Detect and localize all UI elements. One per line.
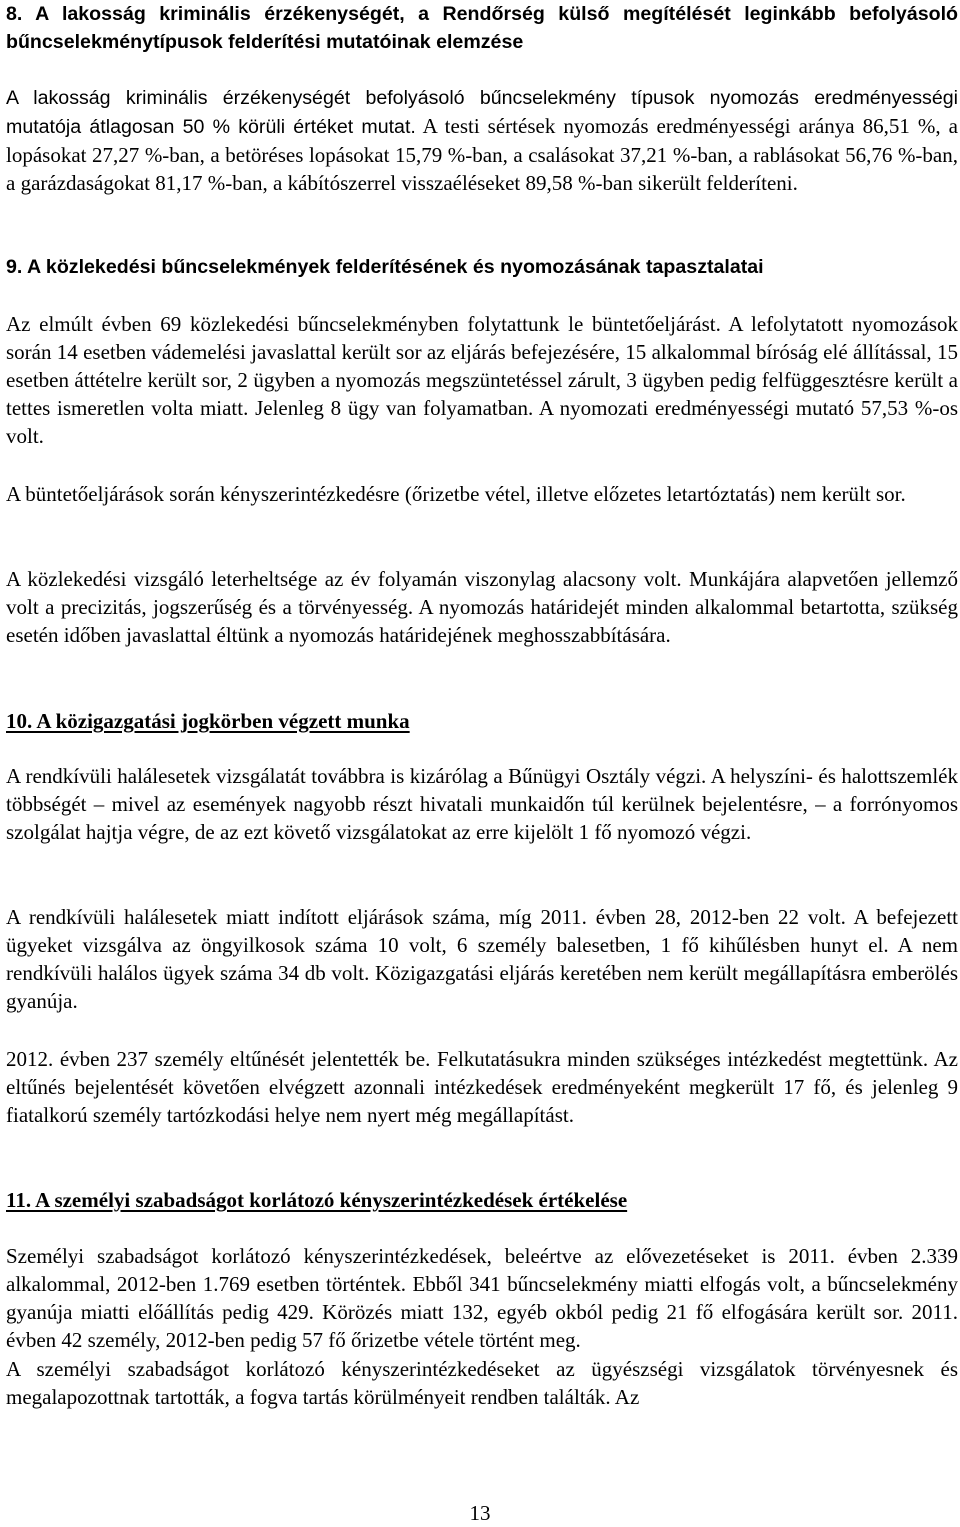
section-9-paragraph-2: A büntetőeljárások során kényszerintézkedésre (őrizetbe vétel, illetve előzetes letartóztatás) nem került sor. bbox=[6, 482, 906, 506]
section-10-paragraph-2: A rendkívüli halálesetek miatt indított eljárások száma, míg 2011. évben 28, 2012-ben 22 volt. A befejezett ügyeket vizsgálva az öngyilkosok száma 10 volt, 6 személy balesetben, 1 fő kihűlésben hunyt el. A nem rendkívüli halálos ügyek száma 34 db volt. Közigazgatási eljárás keretében nem került megállapításra emberölés gyanúja. bbox=[6, 905, 958, 1013]
section-8-paragraph-intro: A lakosság kriminális érzékenységét befolyásoló bűncselekmény típusok nyomozás eredményességi mutatója átlagosan 50 % körüli értéket mutat. bbox=[6, 87, 958, 138]
section-9-paragraph-3: A közlekedési vizsgáló leterheltsége az év folyamán viszonylag alacsony volt. Munkájára alapvetően jellemző volt a precizitás, jogszerűség és a törvényesség. A nyomozás határidejét minden alkalommal betartotta, szükség esetén időben javaslattal éltünk a nyomozás határidejének meghosszabbítására. bbox=[6, 567, 958, 647]
section-8-heading: 8. A lakosság kriminális érzékenységét, a Rendőrség külső megítélését leginkább befolyásoló bűncselekménytípusok felderítési mutatóinak elemzése bbox=[6, 3, 958, 53]
section-10-heading: 10. A közigazgatási jogkörben végzett munka bbox=[6, 709, 410, 733]
section-8-paragraph bbox=[6, 84, 958, 197]
section-8-paragraph-rates: A testi sértések nyomozás eredményességi aránya 86,51 %, a lopásokat 27,27 %-ban, a betöréses lopásokat 15,79 %-ban, a csalásokat 37,21 %-ban, a rablásokat 56,76 %-ban, a garázdaságokat 81,17 %-ban, a kábítószerrel visszaéléseket 89,58 %-ban sikerült felderíteni. bbox=[6, 114, 959, 195]
section-11-paragraph-2: A személyi szabadságot korlátozó kényszerintézkedéseket az ügyészségi vizsgálatok törvényesnek és megalapozottnak tartották, a fogva tartás körülményeit rendben találták. Az bbox=[6, 1357, 958, 1409]
section-10-paragraph-3: 2012. évben 237 személy eltűnését jelentették be. Felkutatásukra minden szükséges intézkedést megtettünk. Az eltűnés bejelentését követően elvégzett azonnali intézkedések eredményeként megkerült 17 fő, és jelenleg 9 fiatalkorú személy tartózkodási helye nem nyert még megállapítást. bbox=[6, 1047, 958, 1127]
section-10-paragraph-1: A rendkívüli halálesetek vizsgálatát továbbra is kizárólag a Bűnügyi Osztály végzi. A helyszíni- és halottszemlék többségét – mivel az események nagyobb részt hivatali munkaidőn túl kerülnek bejelentésre, – a forrónyomos szolgálat hajtja végre, de az ezt követő vizsgálatokat az erre kijelölt 1 fő nyomozó végzi. bbox=[6, 764, 958, 844]
section-9-heading: 9. A közlekedési bűncselekmények felderítésének és nyomozásának tapasztalatai bbox=[6, 256, 764, 278]
page-number: 13 bbox=[469, 1501, 491, 1525]
section-9-paragraph-1: Az elmúlt évben 69 közlekedési bűncselekményben folytattunk le büntetőeljárást. A lefolytatott nyomozások során 14 esetben vádemelési javaslattal került sor az eljárás befejezésére, 15 alkalommal bíróság elé állítással, 15 esetben áttételre került sor, 2 ügyben a nyomozás megszüntetéssel zárult, 3 ügyben pedig felfüggesztésre került a tettes ismeretlen volta miatt. Jelenleg 8 ügy van folyamatban. A nyomozati eredményességi mutató 57,53 %-os volt. bbox=[6, 312, 958, 448]
section-11-heading: 11. A személyi szabadságot korlátozó kényszerintézkedések értékelése bbox=[6, 1188, 628, 1212]
section-11-paragraph-1: Személyi szabadságot korlátozó kényszerintézkedések, beleértve az elővezetéseket is 2011. évben 2.339 alkalommal, 2012-ben 1.769 esetben történtek. Ebből 341 bűncselekmény miatti elfogás volt, a bűncselekmény gyanúja miatti előállítás pedig 429. Körözés miatt 132, egyéb okból pedig 21 fő elfogására került sor. 2011. évben 42 személy, 2012-ben pedig 57 fő őrizetbe vétele történt meg. bbox=[6, 1244, 958, 1352]
